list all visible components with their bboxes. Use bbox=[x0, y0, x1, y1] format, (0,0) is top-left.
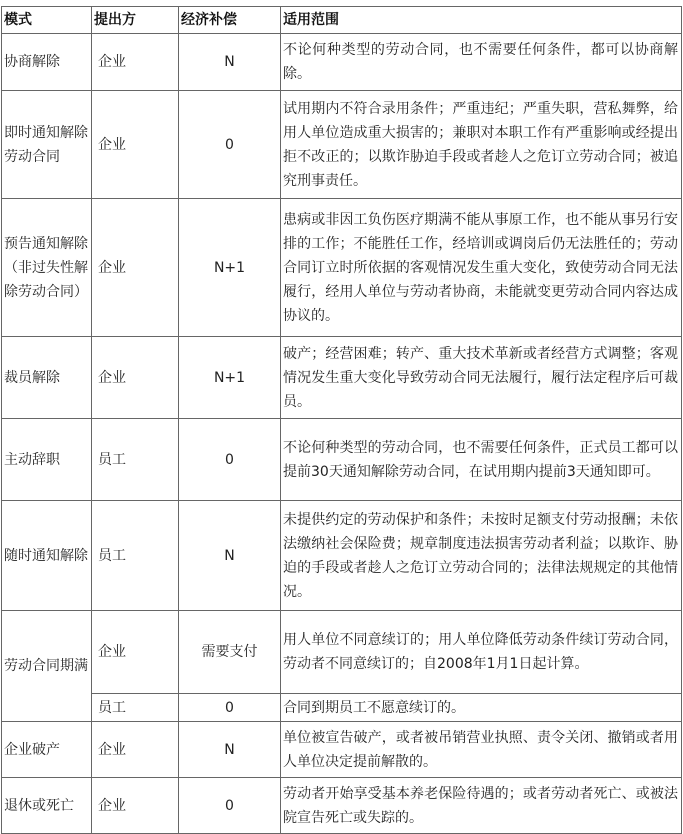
table-row bbox=[2, 91, 682, 199]
header-scope: 适用范围 bbox=[281, 7, 682, 34]
table-row bbox=[2, 778, 682, 834]
compensation-cell: 0 bbox=[179, 778, 281, 834]
mode-cell: 协商解除 bbox=[2, 34, 92, 91]
scope-cell: 合同到期员工不愿意续订的。 bbox=[281, 694, 682, 722]
mode-cell: 预告通知解除（非过失性解除劳动合同） bbox=[2, 199, 92, 337]
scope-cell: 不论何种类型的劳动合同，也不需要任何条件，都可以协商解除。 bbox=[281, 34, 682, 91]
compensation-cell: N bbox=[179, 34, 281, 91]
party-cell: 企业 bbox=[92, 337, 179, 419]
compensation-cell: 需要支付 bbox=[179, 611, 281, 694]
scope-cell: 劳动者开始享受基本养老保险待遇的；或者劳动者死亡、或被法院宣告死亡或失踪的。 bbox=[281, 778, 682, 834]
header-party: 提出方 bbox=[92, 7, 179, 34]
scope-cell: 未提供约定的劳动保护和条件；未按时足额支付劳动报酬；未依法缴纳社会保险费；规章制度违法损害劳动者利益；以欺诈、胁迫的手段或者趁人之危订立劳动合同的；法律法规规定的其他情况。 bbox=[281, 501, 682, 611]
compensation-cell: N bbox=[179, 722, 281, 778]
compensation-cell: 0 bbox=[179, 419, 281, 501]
party-cell: 企业 bbox=[92, 199, 179, 337]
mode-cell: 主动辞职 bbox=[2, 419, 92, 501]
scope-cell: 单位被宣告破产，或者被吊销营业执照、责令关闭、撤销或者用人单位决定提前解散的。 bbox=[281, 722, 682, 778]
table-row bbox=[2, 501, 682, 611]
party-cell: 企业 bbox=[92, 34, 179, 91]
mode-cell: 随时通知解除 bbox=[2, 501, 92, 611]
scope-cell: 患病或非因工负伤医疗期满不能从事原工作，也不能从事另行安排的工作；不能胜任工作，经培训或调岗后仍无法胜任的；劳动合同订立时所依据的客观情况发生重大变化，致使劳动合同无法履行，经用人单位与劳动者协商，未能就变更劳动合同内容达成协议的。 bbox=[281, 199, 682, 337]
party-cell: 员工 bbox=[92, 501, 179, 611]
table-row bbox=[2, 611, 682, 694]
party-cell: 员工 bbox=[92, 419, 179, 501]
compensation-cell: 0 bbox=[179, 694, 281, 722]
mode-cell: 退休或死亡 bbox=[2, 778, 92, 834]
party-cell: 员工 bbox=[92, 694, 179, 722]
table-row bbox=[2, 419, 682, 501]
party-cell: 企业 bbox=[92, 91, 179, 199]
compensation-cell: N bbox=[179, 501, 281, 611]
table-row bbox=[2, 199, 682, 337]
table-row bbox=[2, 694, 682, 722]
mode-cell: 裁员解除 bbox=[2, 337, 92, 419]
party-cell: 企业 bbox=[92, 611, 179, 694]
scope-cell: 用人单位不同意续订的；用人单位降低劳动条件续订劳动合同，劳动者不同意续订的；自2008年1月1日起计算。 bbox=[281, 611, 682, 694]
mode-cell: 劳动合同期满 bbox=[2, 611, 92, 722]
table-row bbox=[2, 722, 682, 778]
termination-table bbox=[1, 6, 682, 834]
header-mode: 模式 bbox=[2, 7, 92, 34]
header-row bbox=[2, 7, 682, 34]
scope-cell: 试用期内不符合录用条件；严重违纪；严重失职，营私舞弊，给用人单位造成重大损害的；兼职对本职工作有严重影响或经提出拒不改正的；以欺诈胁迫手段或者趁人之危订立劳动合同；被追究刑事责任。 bbox=[281, 91, 682, 199]
compensation-cell: 0 bbox=[179, 91, 281, 199]
scope-cell: 不论何种类型的劳动合同，也不需要任何条件，正式员工都可以提前30天通知解除劳动合同，在试用期内提前3天通知即可。 bbox=[281, 419, 682, 501]
header-compensation: 经济补偿 bbox=[179, 7, 281, 34]
mode-cell: 即时通知解除劳动合同 bbox=[2, 91, 92, 199]
party-cell: 企业 bbox=[92, 778, 179, 834]
party-cell: 企业 bbox=[92, 722, 179, 778]
compensation-cell: N+1 bbox=[179, 199, 281, 337]
scope-cell: 破产；经营困难；转产、重大技术革新或者经营方式调整；客观情况发生重大变化导致劳动合同无法履行，履行法定程序后可裁员。 bbox=[281, 337, 682, 419]
table-row bbox=[2, 337, 682, 419]
table-row bbox=[2, 34, 682, 91]
mode-cell: 企业破产 bbox=[2, 722, 92, 778]
compensation-cell: N+1 bbox=[179, 337, 281, 419]
